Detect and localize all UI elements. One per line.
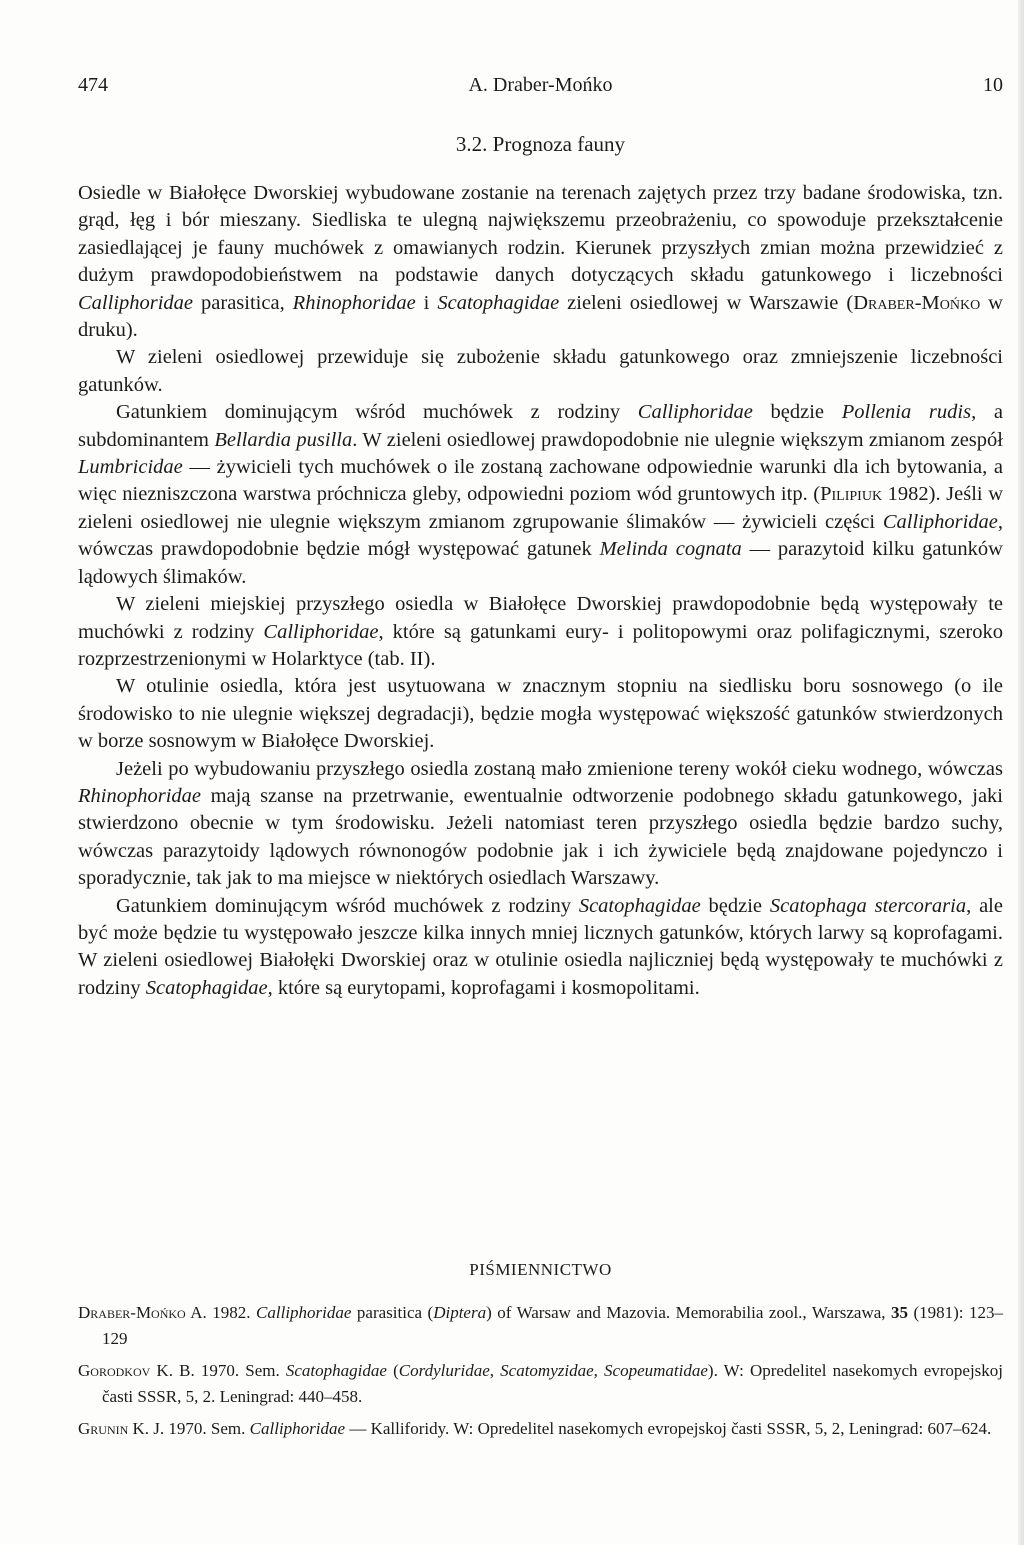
paragraph-1: Osiedle w Białołęce Dworskiej wybudowane zostanie na terenach zajętych przez trzy badane środowiska, tzn. grąd, łęg i bór mieszany. Siedliska te ulegną największemu przeobrażeniu, co spowoduje przekształcenie zasiedlającej je fauny muchówek z omawianych rodzin. Kierunek przyszłych zmian można przewidzieć z dużym prawdopodobieństwem na podstawie danych dotyczących składu gatunkowego i liczebności Calliphoridae parasitica, Rhinophoridae i Scatophagidae zieleni osiedlowej w Warszawie (Draber-Mońko w druku). xyxy=(78,182,1003,342)
paragraph-7: Gatunkiem dominującym wśród muchówek z rodziny Scatophagidae będzie Scatophaga stercoraria, ale być może będzie tu występowało jeszcze kilka innych mniej licznych gatunków, których larwy są koprofagami. W zieleni osiedlowej Białołęki Dworskiej oraz w otulinie osiedla najliczniej będą występowały te muchówki z rodziny Scatophagidae, które są eurytopami, koprofagami i kosmopolitami. xyxy=(78,894,1003,999)
issue-number: 10 xyxy=(983,74,1003,96)
page-number: 474 xyxy=(78,74,108,96)
paragraph-5: W otulinie osiedla, która jest usytuowana w znacznym stopniu na siedlisku boru sosnowego (o ile środowisko to nie ulegnie większej degradacji), będzie mogła występować większość gatunków stwierdzonych w borze sosnowym w Białołęce Dworskiej. xyxy=(78,675,1003,753)
reference-list xyxy=(78,1300,1003,1448)
reference-item: Gorodkov K. B. 1970. Sem. Scatophagidae (Cordyluridae, Scatomyzidae, Scopeumatidae). W: Opredelitel nasekomych evropejskoj časti SSSR, 5, 2. Leningrad: 440–458. xyxy=(78,1361,1004,1406)
paragraph-6: Jeżeli po wybudowaniu przyszłego osiedla zostaną mało zmienione tereny wokół cieku wodnego, wówczas Rhinophoridae mają szanse na przetrwanie, ewentualnie odtworzenie podobnego składu gatunkowego, jaki stwierdzono obecnie w tym środowisku. Jeżeli natomiast teren przyszłego osiedla będzie bardzo suchy, wówczas parazytoidy lądowych równonogów podobnie jak i ich żywiciele będą znajdowane pojedynczo i sporadycznie, tak jak to ma miejsce w niektórych osiedlach Warszawy. xyxy=(78,757,1003,890)
paragraph-4: W zieleni miejskiej przyszłego osiedla w Białołęce Dworskiej prawdopodobnie będą występowały te muchówki z rodziny Calliphoridae, które są gatunkami eury- i politopowymi oraz polifagicznymi, szeroko rozprzestrzenionymi w Holarktyce (tab. II). xyxy=(78,593,1004,670)
paragraph-2: W zieleni osiedlowej przewiduje się zubożenie składu gatunkowego oraz zmniejszenie liczebności gatunków. xyxy=(78,346,1003,396)
running-header xyxy=(78,70,1003,104)
running-author: A. Draber-Mońko xyxy=(468,74,613,96)
body-text xyxy=(78,180,1003,1002)
reference-item: Draber-Mońko A. 1982. Calliphoridae parasitica (Diptera) of Warsaw and Mazovia. Memorabilia zool., Warszawa, 35 (1981): 123–129 xyxy=(78,1303,1004,1348)
reference-item: Grunin K. J. 1970. Sem. Calliphoridae — Kalliforidy. W: Opredelitel nasekomych evropejskoj časti SSSR, 5, 2, Leningrad: 607–624. xyxy=(78,1419,992,1438)
page-edge-shadow xyxy=(1018,0,1024,1545)
section-heading: 3.2. Prognoza fauny xyxy=(455,132,626,156)
paragraph-3: Gatunkiem dominującym wśród muchówek z rodziny Calliphoridae będzie Pollenia rudis, a subdominantem Bellardia pusilla. W zieleni osiedlowej prawdopodobnie nie ulegnie większym zmianom zespół Lumbricidae — żywicieli tych muchówek o ile zostaną zachowane odpowiednie warunki dla ich bytowania, a więc niezniszczona warstwa próchnicza gleby, odpowiedni poziom wód gruntowych itp. (Pilipiuk 1982). Jeśli w zieleni osiedlowej nie ulegnie większym zmianom zgrupowanie ślimaków — żywicieli części Calliphoridae, wówczas prawdopodobnie będzie mógł występować gatunek Melinda cognata — parazytoid kilku gatunków lądowych ślimaków. xyxy=(78,401,1003,588)
bibliography-heading: PIŚMIENNICTWO xyxy=(469,1260,612,1279)
